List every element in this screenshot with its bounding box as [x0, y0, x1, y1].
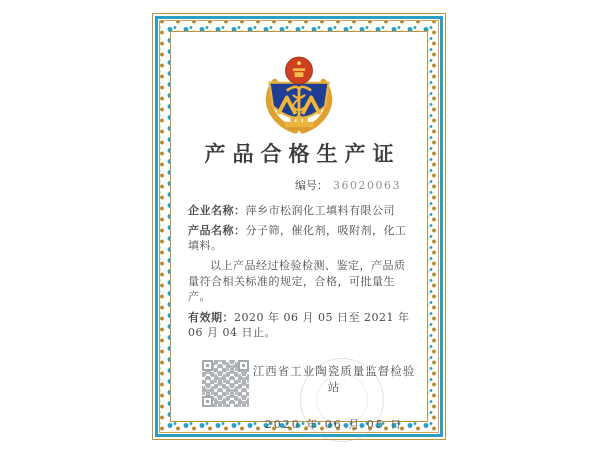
ornament-scroll-border	[159, 20, 439, 433]
teal-border	[155, 16, 443, 437]
product-name-line	[188, 223, 415, 253]
qr-code	[202, 360, 249, 407]
qr-finder-icon	[238, 360, 249, 371]
inspection-statement: 以上产品经过检验检测、鉴定，产品质量符合相关标准的规定，合格，可批量生产。	[188, 259, 406, 303]
company-name-value: 萍乡市松润化工填料有限公司	[245, 204, 395, 217]
qr-finder-icon	[202, 360, 213, 371]
qr-finder-icon	[202, 396, 213, 407]
certificate-title: 产品合格生产证	[204, 141, 401, 166]
outer-gold-border	[152, 13, 446, 440]
issuer-block	[249, 360, 419, 432]
issuer-name: 江西省工业陶瓷质量监督检验站	[252, 363, 416, 394]
validity-line	[188, 310, 415, 340]
serial-value: 36020063	[333, 179, 401, 192]
serial-number-line	[171, 177, 427, 193]
serial-label: 编号：	[295, 179, 328, 192]
product-name-value: 分子筛，催化剂，吸附剂，化工填料。	[188, 224, 407, 252]
company-name-label: 企业名称：	[188, 204, 246, 217]
certificate-inner-panel	[170, 31, 428, 431]
product-name-label: 产品名称：	[188, 224, 246, 237]
issue-date: 2020 年 06 月 05 日	[264, 417, 404, 431]
certificate	[152, 13, 446, 440]
company-name-line	[188, 203, 415, 218]
quality-supervision-emblem-icon	[255, 54, 343, 134]
certificate-body	[171, 193, 427, 340]
validity-label: 有效期：	[188, 310, 234, 324]
certificate-footer	[171, 360, 427, 432]
validity-value: 2020 年 06 月 05 日至 2021 年 06 月 04 日止。	[188, 310, 410, 339]
